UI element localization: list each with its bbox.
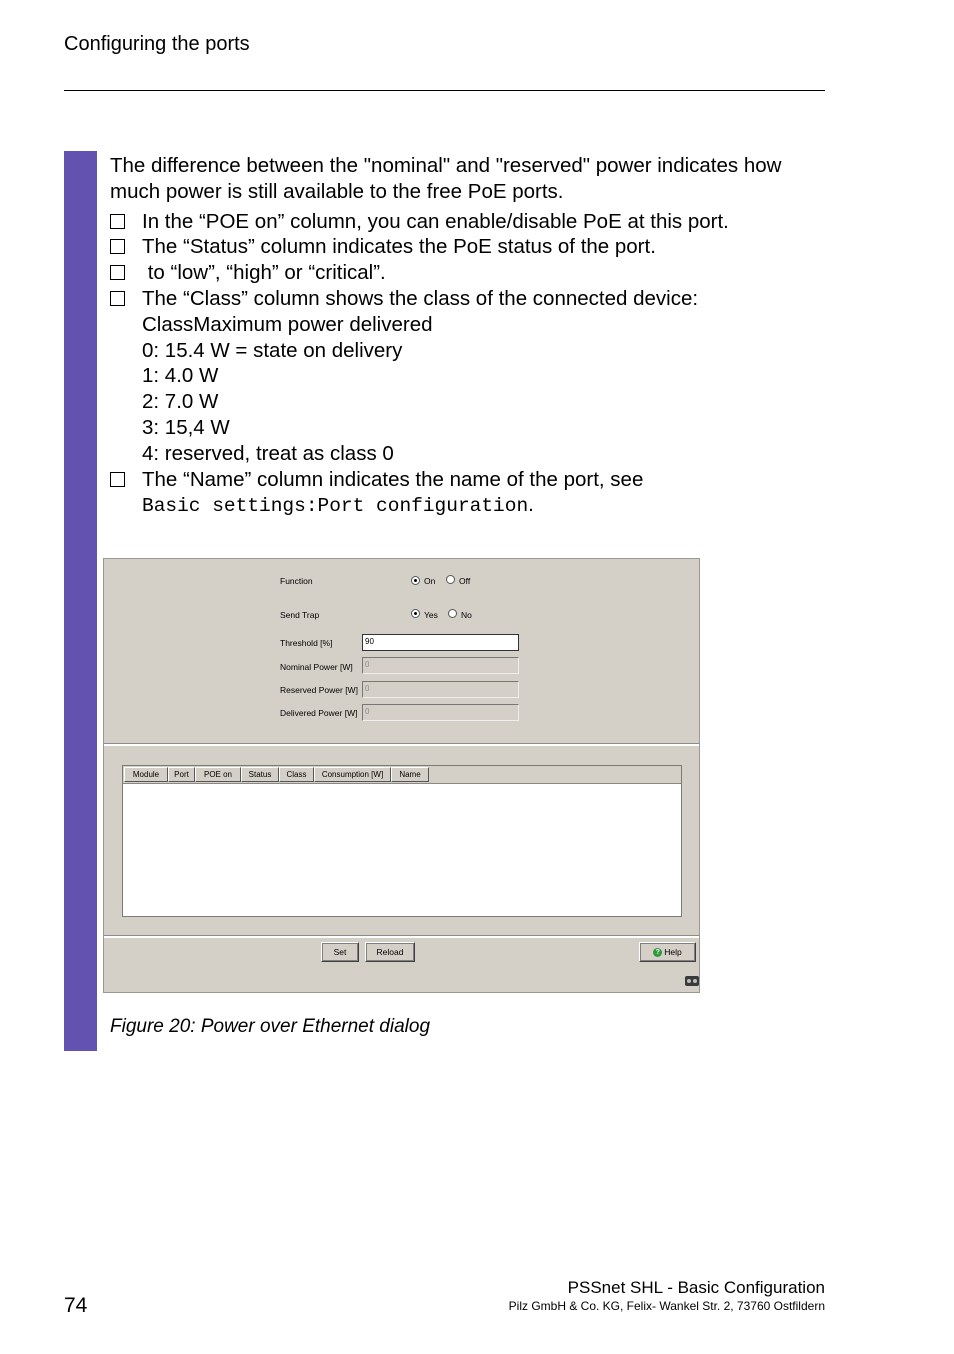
- send-trap-no-label: No: [461, 610, 472, 620]
- class-line: 3: 15,4 W: [142, 415, 230, 439]
- poe-dialog-screenshot: [103, 558, 700, 993]
- column-header-poe-on[interactable]: POE on: [195, 767, 241, 782]
- page-header-title: Configuring the ports: [64, 33, 250, 55]
- reserved-power-label: Reserved Power [W]: [280, 685, 358, 695]
- checkbox-bullet-icon: [110, 214, 125, 229]
- function-on-radio[interactable]: [411, 576, 420, 585]
- nominal-power-field: 0: [362, 657, 519, 674]
- bullet-text: to “low”, “high” or “critical”.: [142, 261, 386, 285]
- connection-status-icon: [685, 976, 699, 986]
- footer-document-title: PSSnet SHL - Basic Configuration: [567, 1278, 825, 1297]
- delivered-power-label: Delivered Power [W]: [280, 708, 358, 718]
- bullet-class: [110, 286, 830, 467]
- reserved-power-field: 0: [362, 681, 519, 698]
- class-line: 1: 4.0 W: [142, 364, 219, 388]
- sidebar-accent-bar: [64, 151, 97, 1051]
- threshold-input[interactable]: 90: [362, 634, 519, 651]
- bullet-text: The “Status” column indicates the PoE status of the port.: [142, 235, 656, 259]
- body-text: [110, 153, 830, 520]
- column-header-status[interactable]: Status: [241, 767, 279, 782]
- send-trap-label: Send Trap: [280, 610, 320, 620]
- send-trap-no-radio[interactable]: [448, 609, 457, 618]
- send-trap-yes-radio[interactable]: [411, 609, 420, 618]
- menu-path: Basic settings:Port configuration: [142, 495, 529, 518]
- bullet-text: The “Class” column shows the class of the connected device:: [142, 286, 699, 310]
- bullet-text: The “Name” column indicates the name of the port, see: [142, 467, 644, 491]
- footer-address: Pilz GmbH & Co. KG, Felix- Wankel Str. 2, 73760 Ostfildern: [508, 1299, 825, 1313]
- class-list: [142, 312, 830, 467]
- column-header-name[interactable]: Name: [391, 767, 429, 782]
- class-line: 2: 7.0 W: [142, 390, 219, 414]
- header-divider: [64, 90, 825, 91]
- class-list-header: ClassMaximum power delivered: [142, 312, 433, 336]
- figure-caption: Figure 20: Power over Ethernet dialog: [110, 1016, 431, 1037]
- bullet-name: [110, 467, 830, 521]
- delivered-power-field: 0: [362, 704, 519, 721]
- table-header: [123, 766, 681, 784]
- page-number: 74: [64, 1294, 88, 1317]
- checkbox-bullet-icon: [110, 239, 125, 254]
- class-line: 4: reserved, treat as class 0: [142, 441, 394, 465]
- column-header-consumption[interactable]: Consumption [W]: [314, 767, 391, 782]
- threshold-label: Threshold [%]: [280, 638, 333, 648]
- port-table-panel: [104, 746, 699, 938]
- reference-period: .: [528, 493, 534, 517]
- poe-settings-panel: [104, 559, 699, 746]
- nominal-power-label: Nominal Power [W]: [280, 662, 353, 672]
- reload-button[interactable]: Reload: [365, 942, 415, 962]
- bullet-levels: [110, 260, 830, 286]
- checkbox-bullet-icon: [110, 265, 125, 280]
- intro-paragraph: The difference between the "nominal" and "reserved" power indicates how much power is still available to the free PoE ports.: [110, 154, 782, 203]
- send-trap-yes-label: Yes: [424, 610, 438, 620]
- class-line: 0: 15.4 W = state on delivery: [142, 338, 403, 362]
- function-label: Function: [280, 576, 313, 586]
- bullet-text: In the “POE on” column, you can enable/disable PoE at this port.: [142, 209, 729, 233]
- button-bar: [104, 938, 699, 992]
- help-button[interactable]: [639, 942, 696, 962]
- checkbox-bullet-icon: [110, 472, 125, 487]
- column-header-port[interactable]: Port: [168, 767, 195, 782]
- bullet-status: [110, 234, 830, 260]
- set-button[interactable]: Set: [321, 942, 359, 962]
- port-table: [122, 765, 682, 917]
- bullet-poe-on: [110, 209, 830, 235]
- help-icon: ?: [653, 948, 662, 957]
- checkbox-bullet-icon: [110, 291, 125, 306]
- port-config-reference: [142, 492, 830, 520]
- column-header-module[interactable]: Module: [124, 767, 168, 782]
- help-button-label: Help: [664, 947, 682, 957]
- function-on-label: On: [424, 576, 436, 586]
- function-off-label: Off: [459, 576, 471, 586]
- column-header-class[interactable]: Class: [279, 767, 314, 782]
- function-off-radio[interactable]: [446, 575, 455, 584]
